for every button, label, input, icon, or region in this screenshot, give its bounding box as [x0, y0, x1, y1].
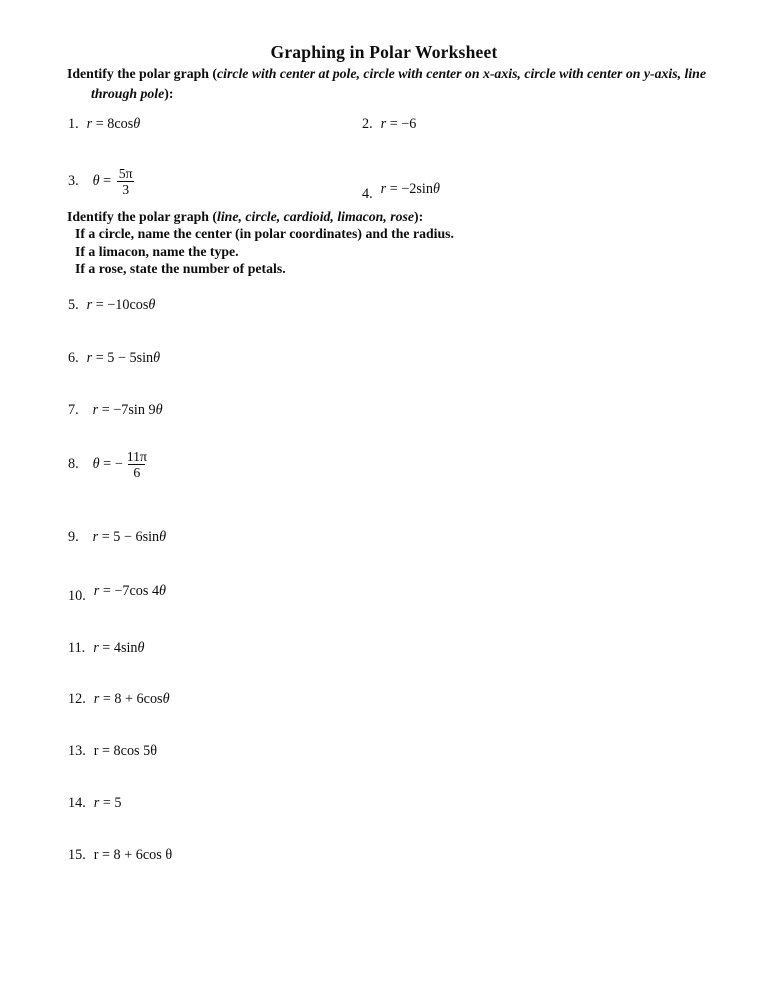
problem-11	[68, 640, 145, 657]
problem-15-formula: r = 8 + 6cos θ	[93, 847, 173, 863]
problem-11-formula: r = 4sinθ	[93, 640, 145, 656]
problem-9	[68, 529, 166, 546]
problem-15-number: 15.	[68, 847, 86, 863]
page-title: Graphing in Polar Worksheet	[270, 42, 498, 62]
problem-10-formula: r = −7cos 4θ	[93, 583, 167, 599]
problem-6-number: 6.	[68, 350, 79, 366]
fraction: $\frac{11\pi}{6}$	[126, 449, 147, 481]
problem-1-number: 1.	[68, 116, 79, 132]
problem-7-formula: r = −7sin 9θ	[92, 402, 163, 418]
instructions-block-1	[67, 64, 739, 103]
problem-4	[362, 181, 440, 202]
problem-1-formula: r = 8cosθ	[86, 116, 141, 132]
problem-13-formula: r = 8cos 5θ	[93, 743, 158, 759]
problem-7	[68, 402, 163, 419]
problem-15	[68, 847, 172, 864]
instructions-2-limacon-rule: If a limacon, name the type.	[75, 243, 239, 259]
problem-8-formula: θ = − $\frac{11\pi}{6}$	[93, 449, 151, 481]
instructions-2-heading	[67, 208, 715, 225]
instructions-2-suffix: ):	[413, 209, 424, 224]
instructions-2-circle-rule: If a circle, name the center (in polar coordinates) and the radius.	[75, 226, 454, 242]
problem-5	[68, 297, 155, 314]
problem-10-number: 10.	[68, 588, 86, 604]
problem-5-number: 5.	[68, 297, 79, 313]
problem-14-formula: r = 5	[93, 795, 122, 811]
problem-4-number: 4.	[362, 186, 373, 202]
instructions-1-italic: circle with center at pole, circle with center on x-axis, circle with center on y-axis, line through pole	[91, 66, 706, 101]
problem-12-number: 12.	[68, 691, 86, 707]
problem-2-number: 2.	[362, 116, 373, 132]
instructions-1-prefix: Identify the polar graph (	[67, 66, 217, 81]
problem-3	[68, 166, 137, 198]
problem-5-formula: r = −10cosθ	[86, 297, 156, 313]
problem-13-number: 13.	[68, 743, 86, 759]
problem-6-formula: r = 5 − 5sinθ	[86, 350, 161, 366]
problem-11-number: 11.	[68, 640, 86, 656]
problem-8	[68, 449, 151, 481]
problem-12	[68, 691, 170, 708]
problem-2-formula: r = −6	[380, 116, 417, 132]
problem-3-formula: θ = $\frac{5\pi}{3}$	[93, 166, 137, 198]
instructions-1-suffix: ):	[164, 85, 174, 101]
instructions-2-rose-rule: If a rose, state the number of petals.	[75, 260, 286, 276]
problem-12-formula: r = 8 + 6cosθ	[93, 691, 170, 707]
problem-3-number: 3.	[68, 173, 79, 190]
problem-14-number: 14.	[68, 795, 86, 811]
problem-2	[362, 116, 416, 133]
problem-7-number: 7.	[68, 402, 79, 418]
instructions-block-2	[67, 208, 715, 277]
problem-9-number: 9.	[68, 529, 79, 545]
instructions-2-prefix: Identify the polar graph (	[67, 209, 217, 224]
problem-6	[68, 350, 160, 367]
instructions-2-italic: line, circle, cardioid, limacon, rose	[217, 209, 414, 224]
problem-10	[68, 583, 167, 604]
problem-8-number: 8.	[68, 456, 79, 473]
problem-1	[68, 116, 140, 133]
fraction: $\frac{5\pi}{3}$	[118, 166, 133, 198]
problem-4-formula: r = −2sinθ	[380, 181, 440, 197]
problem-14	[68, 795, 121, 812]
problem-9-formula: r = 5 − 6sinθ	[92, 529, 167, 545]
problem-13	[68, 743, 157, 760]
